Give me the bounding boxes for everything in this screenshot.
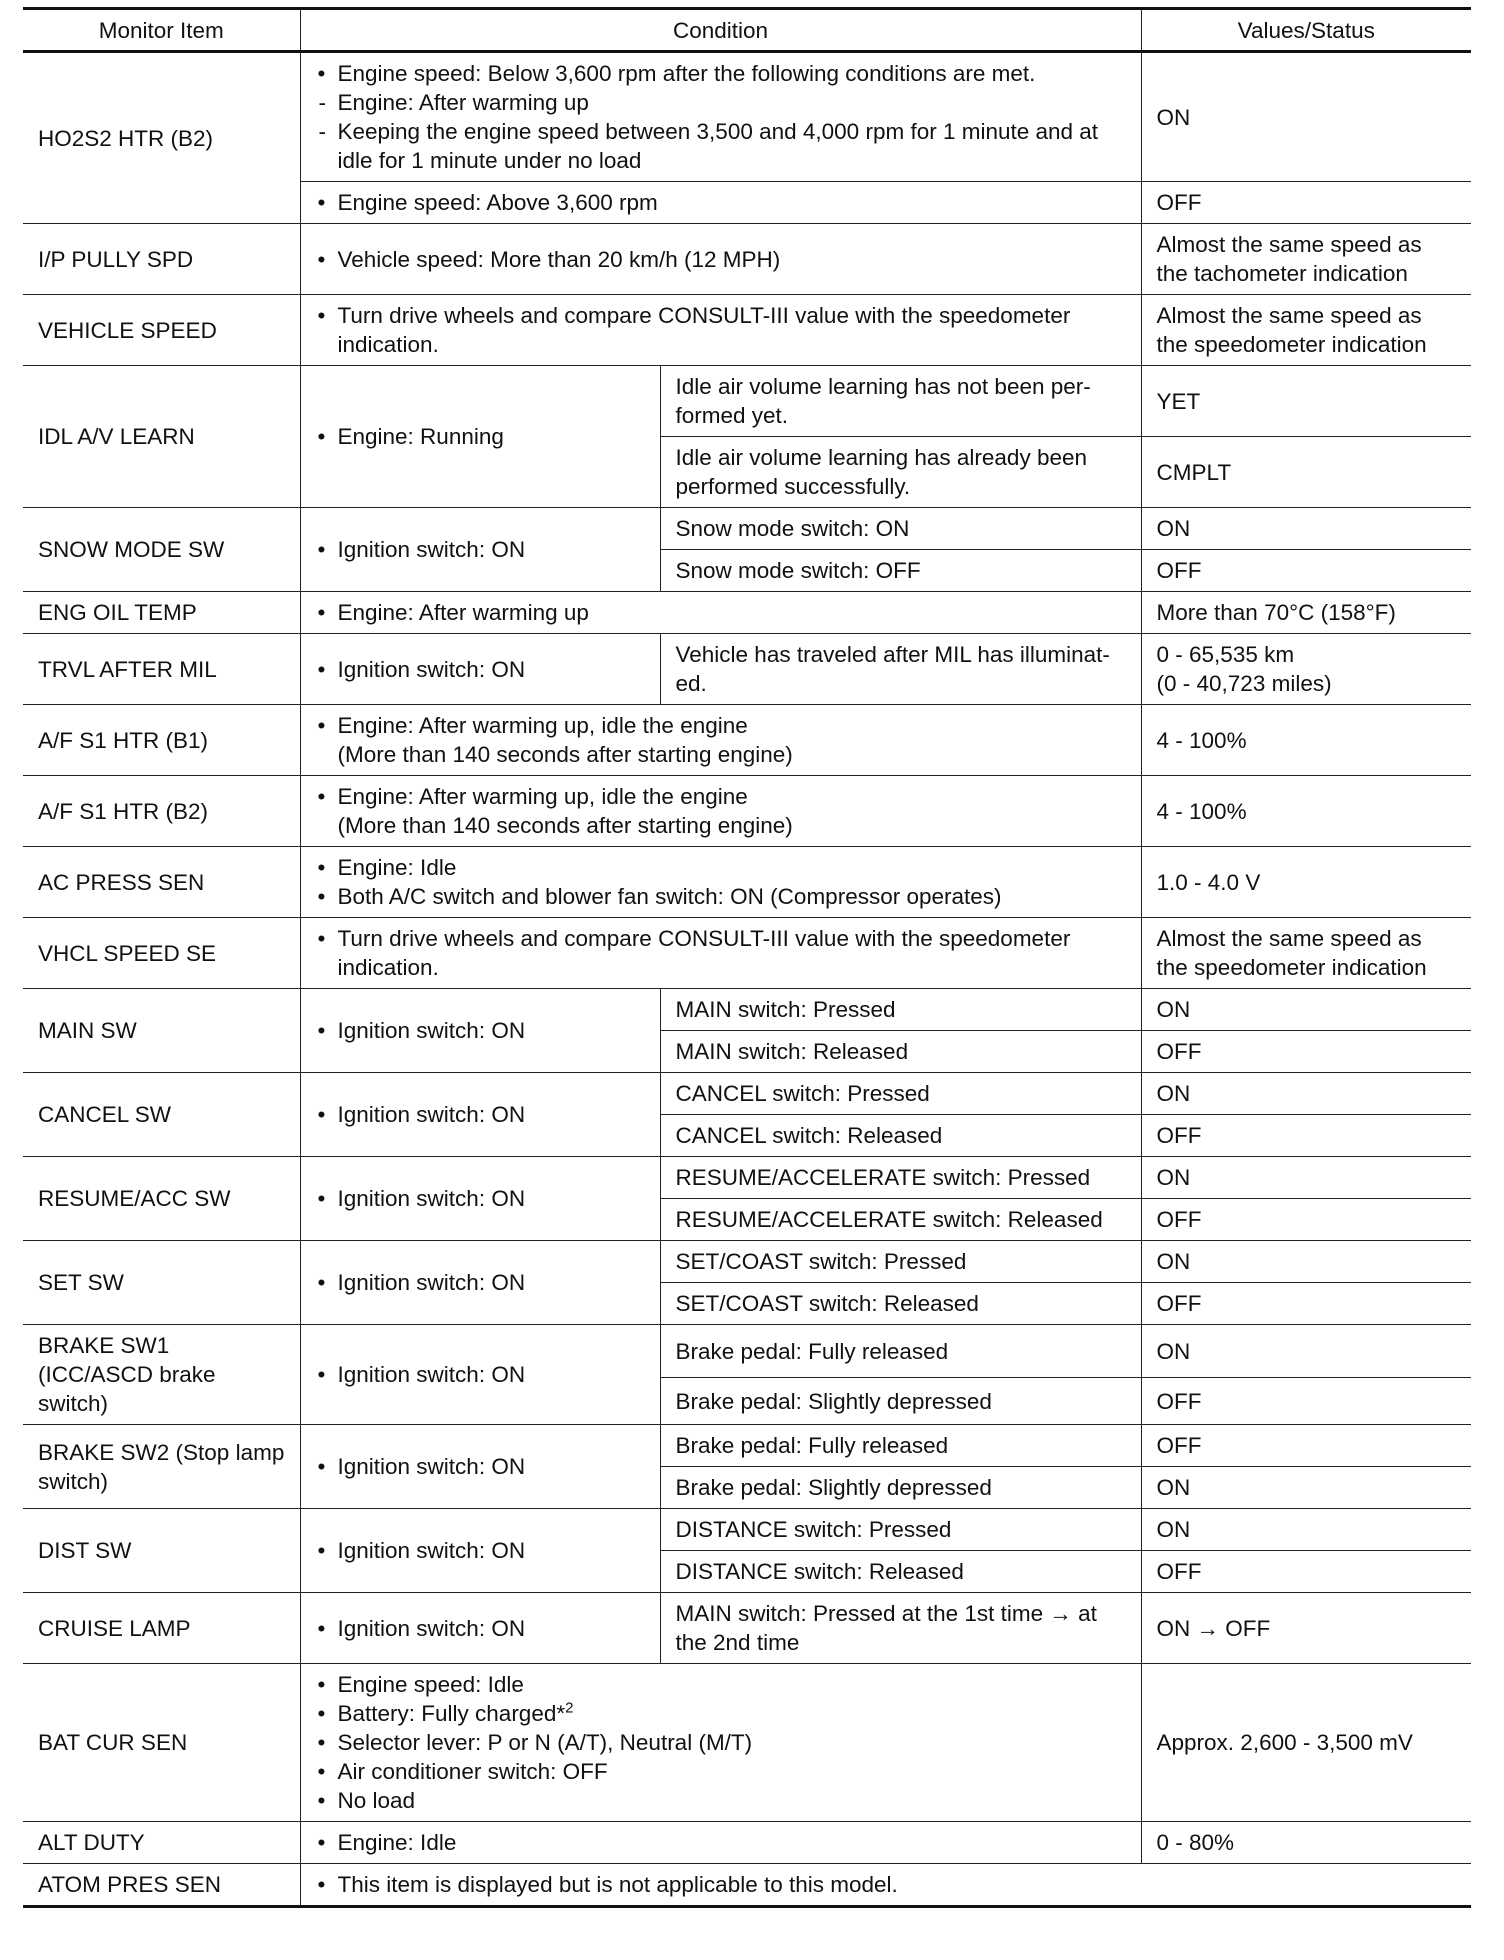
condition-line: • Ignition switch: ON (316, 655, 646, 684)
value-cell: ON (1141, 1325, 1471, 1378)
monitor-item-cell: TRVL AFTER MIL (23, 634, 300, 705)
condition-cell (300, 634, 660, 705)
subcondition-cell: CANCEL switch: Pressed (660, 1073, 1141, 1115)
table-row (23, 1241, 1471, 1283)
condition-cell (300, 592, 1141, 634)
value-line: (0 - 40,723 miles) (1156, 671, 1332, 696)
condition-cell (300, 705, 1141, 776)
monitor-item-cell: RESUME/ACC SW (23, 1157, 300, 1241)
table-row (23, 508, 1471, 550)
condition-line: (More than 140 seconds after starting engine) (337, 742, 793, 767)
condition-line: • Engine: After warming up, idle the engine (316, 711, 1127, 740)
header-monitor-item: Monitor Item (23, 9, 300, 52)
monitor-item-cell: ALT DUTY (23, 1822, 300, 1864)
condition-line: • Air conditioner switch: OFF (316, 1757, 1127, 1786)
subcondition-cell: Idle air volume learning has already been performed successfully. (660, 437, 1141, 508)
subcondition-cell: Snow mode switch: OFF (660, 550, 1141, 592)
monitor-item-cell: A/F S1 HTR (B2) (23, 776, 300, 847)
condition-cell (300, 847, 1141, 918)
table-row (23, 1864, 1471, 1907)
condition-line: • Engine speed: Below 3,600 rpm after the following conditions are met. (316, 59, 1127, 88)
monitor-item-cell: ATOM PRES SEN (23, 1864, 300, 1907)
table-row (23, 918, 1471, 989)
condition-line: • Vehicle speed: More than 20 km/h (12 MPH) (316, 245, 1127, 274)
table-row (23, 1593, 1471, 1664)
condition-line: • Engine: Running (316, 422, 646, 451)
table-row (23, 1664, 1471, 1822)
condition-line: • Engine: Idle (316, 853, 1127, 882)
value-cell: OFF (1141, 1283, 1471, 1325)
value-cell: 0 - 80% (1141, 1822, 1471, 1864)
subcondition-cell: DISTANCE switch: Released (660, 1551, 1141, 1593)
table-row (23, 634, 1471, 705)
subcondition-cell: Brake pedal: Fully released (660, 1425, 1141, 1467)
value-cell: 1.0 - 4.0 V (1141, 847, 1471, 918)
condition-line: • Turn drive wheels and compare CONSULT-III value with the speedometer indication. (316, 301, 1127, 359)
table-row (23, 1157, 1471, 1199)
condition-line: • Ignition switch: ON (316, 1100, 646, 1129)
condition-cell (300, 1864, 1471, 1907)
condition-line: • Ignition switch: ON (316, 1184, 646, 1213)
monitor-item-cell: CANCEL SW (23, 1073, 300, 1157)
value-cell: ON (1141, 1241, 1471, 1283)
value-cell: ON (1141, 989, 1471, 1031)
table-row (23, 1822, 1471, 1864)
header-condition: Condition (300, 9, 1141, 52)
condition-text: Battery: Fully charged* (337, 1701, 566, 1726)
value-cell: Almost the same speed as the tachometer indication (1141, 224, 1471, 295)
subcondition-cell: DISTANCE switch: Pressed (660, 1509, 1141, 1551)
condition-cell (300, 295, 1141, 366)
table-row (23, 1509, 1471, 1551)
monitor-item-cell: VHCL SPEED SE (23, 918, 300, 989)
monitor-item-cell: BAT CUR SEN (23, 1664, 300, 1822)
value-cell: OFF (1141, 1378, 1471, 1425)
subcondition-cell: MAIN switch: Pressed (660, 989, 1141, 1031)
condition-cell (300, 918, 1141, 989)
table-row (23, 847, 1471, 918)
condition-cell (300, 1593, 660, 1664)
value-cell: 4 - 100% (1141, 776, 1471, 847)
condition-line: • Turn drive wheels and compare CONSULT-III value with the speedometer indication. (316, 924, 1127, 982)
table-row (23, 1325, 1471, 1378)
monitor-item-cell: CRUISE LAMP (23, 1593, 300, 1664)
monitor-item-table (23, 7, 1471, 1908)
condition-line: - Keeping the engine speed between 3,500 and 4,000 rpm for 1 minute and at idle for 1 minute under no load (316, 117, 1127, 175)
condition-line: • Engine speed: Above 3,600 rpm (316, 188, 1127, 217)
table-row (23, 1073, 1471, 1115)
subcondition-cell: SET/COAST switch: Released (660, 1283, 1141, 1325)
condition-line: • This item is displayed but is not applicable to this model. (316, 1870, 1458, 1899)
condition-cell (300, 1325, 660, 1425)
condition-cell (300, 182, 1141, 224)
condition-line: • Ignition switch: ON (316, 535, 646, 564)
condition-cell (300, 1073, 660, 1157)
monitor-item-cell: HO2S2 HTR (B2) (23, 52, 300, 224)
condition-line: • Both A/C switch and blower fan switch: ON (Compressor operates) (316, 882, 1127, 911)
value-cell: OFF (1141, 1199, 1471, 1241)
value-cell: Approx. 2,600 - 3,500 mV (1141, 1664, 1471, 1822)
header-values-status: Values/Status (1141, 9, 1471, 52)
value-cell: OFF (1141, 1551, 1471, 1593)
subcondition-cell: SET/COAST switch: Pressed (660, 1241, 1141, 1283)
subcondition-cell: Brake pedal: Fully released (660, 1325, 1141, 1378)
value-cell: OFF (1141, 1031, 1471, 1073)
table-row (23, 52, 1471, 182)
monitor-item-cell: A/F S1 HTR (B1) (23, 705, 300, 776)
condition-line: • Ignition switch: ON (316, 1614, 646, 1643)
value-cell: ON (1141, 1467, 1471, 1509)
condition-cell (300, 1157, 660, 1241)
condition-line (316, 1699, 1127, 1728)
monitor-item-cell: BRAKE SW1 (ICC/ASCD brake switch) (23, 1325, 300, 1425)
subcondition-cell: RESUME/ACCELERATE switch: Released (660, 1199, 1141, 1241)
monitor-item-cell: SET SW (23, 1241, 300, 1325)
condition-cell (300, 776, 1141, 847)
subcondition-cell: RESUME/ACCELERATE switch: Pressed (660, 1157, 1141, 1199)
condition-cell (300, 1241, 660, 1325)
condition-line: • Engine speed: Idle (316, 1670, 1127, 1699)
subcondition-cell: Idle air volume learning has not been per-formed yet. (660, 366, 1141, 437)
value-cell: CMPLT (1141, 437, 1471, 508)
value-cell: OFF (1141, 1425, 1471, 1467)
value-cell: Almost the same speed as the speedometer indication (1141, 918, 1471, 989)
condition-cell (300, 52, 1141, 182)
value-cell: ON (1141, 508, 1471, 550)
value-cell: ON (1141, 1073, 1471, 1115)
table-row (23, 224, 1471, 295)
condition-cell (300, 1822, 1141, 1864)
footnote-mark: 2 (565, 1699, 574, 1717)
table-row (23, 989, 1471, 1031)
value-cell (1141, 634, 1471, 705)
condition-cell (300, 989, 660, 1073)
condition-cell (300, 1664, 1141, 1822)
monitor-item-cell: MAIN SW (23, 989, 300, 1073)
condition-line: • Selector lever: P or N (A/T), Neutral (M/T) (316, 1728, 1127, 1757)
condition-line: (More than 140 seconds after starting engine) (337, 813, 793, 838)
value-cell: 4 - 100% (1141, 705, 1471, 776)
value-cell: ON (1141, 1157, 1471, 1199)
monitor-item-cell: AC PRESS SEN (23, 847, 300, 918)
value-cell: OFF (1141, 550, 1471, 592)
condition-line: - Engine: After warming up (316, 88, 1127, 117)
subcondition-cell: CANCEL switch: Released (660, 1115, 1141, 1157)
value-cell: Almost the same speed as the speedometer indication (1141, 295, 1471, 366)
subcondition-cell: MAIN switch: Released (660, 1031, 1141, 1073)
monitor-item-cell: ENG OIL TEMP (23, 592, 300, 634)
condition-line: • Ignition switch: ON (316, 1016, 646, 1045)
condition-cell (300, 1509, 660, 1593)
value-cell: More than 70°C (158°F) (1141, 592, 1471, 634)
monitor-item-cell: SNOW MODE SW (23, 508, 300, 592)
monitor-item-cell: IDL A/V LEARN (23, 366, 300, 508)
condition-cell (300, 508, 660, 592)
subcondition-cell: Vehicle has traveled after MIL has illuminat-ed. (660, 634, 1141, 705)
value-cell: OFF (1141, 1115, 1471, 1157)
subcondition-cell: Brake pedal: Slightly depressed (660, 1467, 1141, 1509)
table-row (23, 1425, 1471, 1467)
condition-line: • Ignition switch: ON (316, 1360, 646, 1389)
condition-cell (300, 1425, 660, 1509)
condition-line: • Engine: After warming up (316, 598, 1127, 627)
condition-cell (300, 224, 1141, 295)
condition-line: • Ignition switch: ON (316, 1268, 646, 1297)
condition-line: • Ignition switch: ON (316, 1536, 646, 1565)
table-header-row (23, 9, 1471, 52)
monitor-item-cell: BRAKE SW2 (Stop lamp switch) (23, 1425, 300, 1509)
value-cell: OFF (1141, 182, 1471, 224)
condition-line: • Engine: Idle (316, 1828, 1127, 1857)
condition-line: • Engine: After warming up, idle the engine (316, 782, 1127, 811)
value-cell: YET (1141, 366, 1471, 437)
condition-line: • Ignition switch: ON (316, 1452, 646, 1481)
monitor-item-cell: VEHICLE SPEED (23, 295, 300, 366)
condition-line: • No load (316, 1786, 1127, 1815)
value-cell: ON (1141, 52, 1471, 182)
table-row (23, 295, 1471, 366)
monitor-item-cell: I/P PULLY SPD (23, 224, 300, 295)
table-row (23, 776, 1471, 847)
table-row (23, 705, 1471, 776)
table-row (23, 592, 1471, 634)
monitor-item-cell: DIST SW (23, 1509, 300, 1593)
condition-cell (300, 366, 660, 508)
subcondition-cell: Snow mode switch: ON (660, 508, 1141, 550)
subcondition-cell: Brake pedal: Slightly depressed (660, 1378, 1141, 1425)
table-row (23, 366, 1471, 437)
subcondition-cell: MAIN switch: Pressed at the 1st time → at the 2nd time (660, 1593, 1141, 1664)
value-cell: ON (1141, 1509, 1471, 1551)
value-line: 0 - 65,535 km (1156, 642, 1295, 667)
value-cell: ON → OFF (1141, 1593, 1471, 1664)
